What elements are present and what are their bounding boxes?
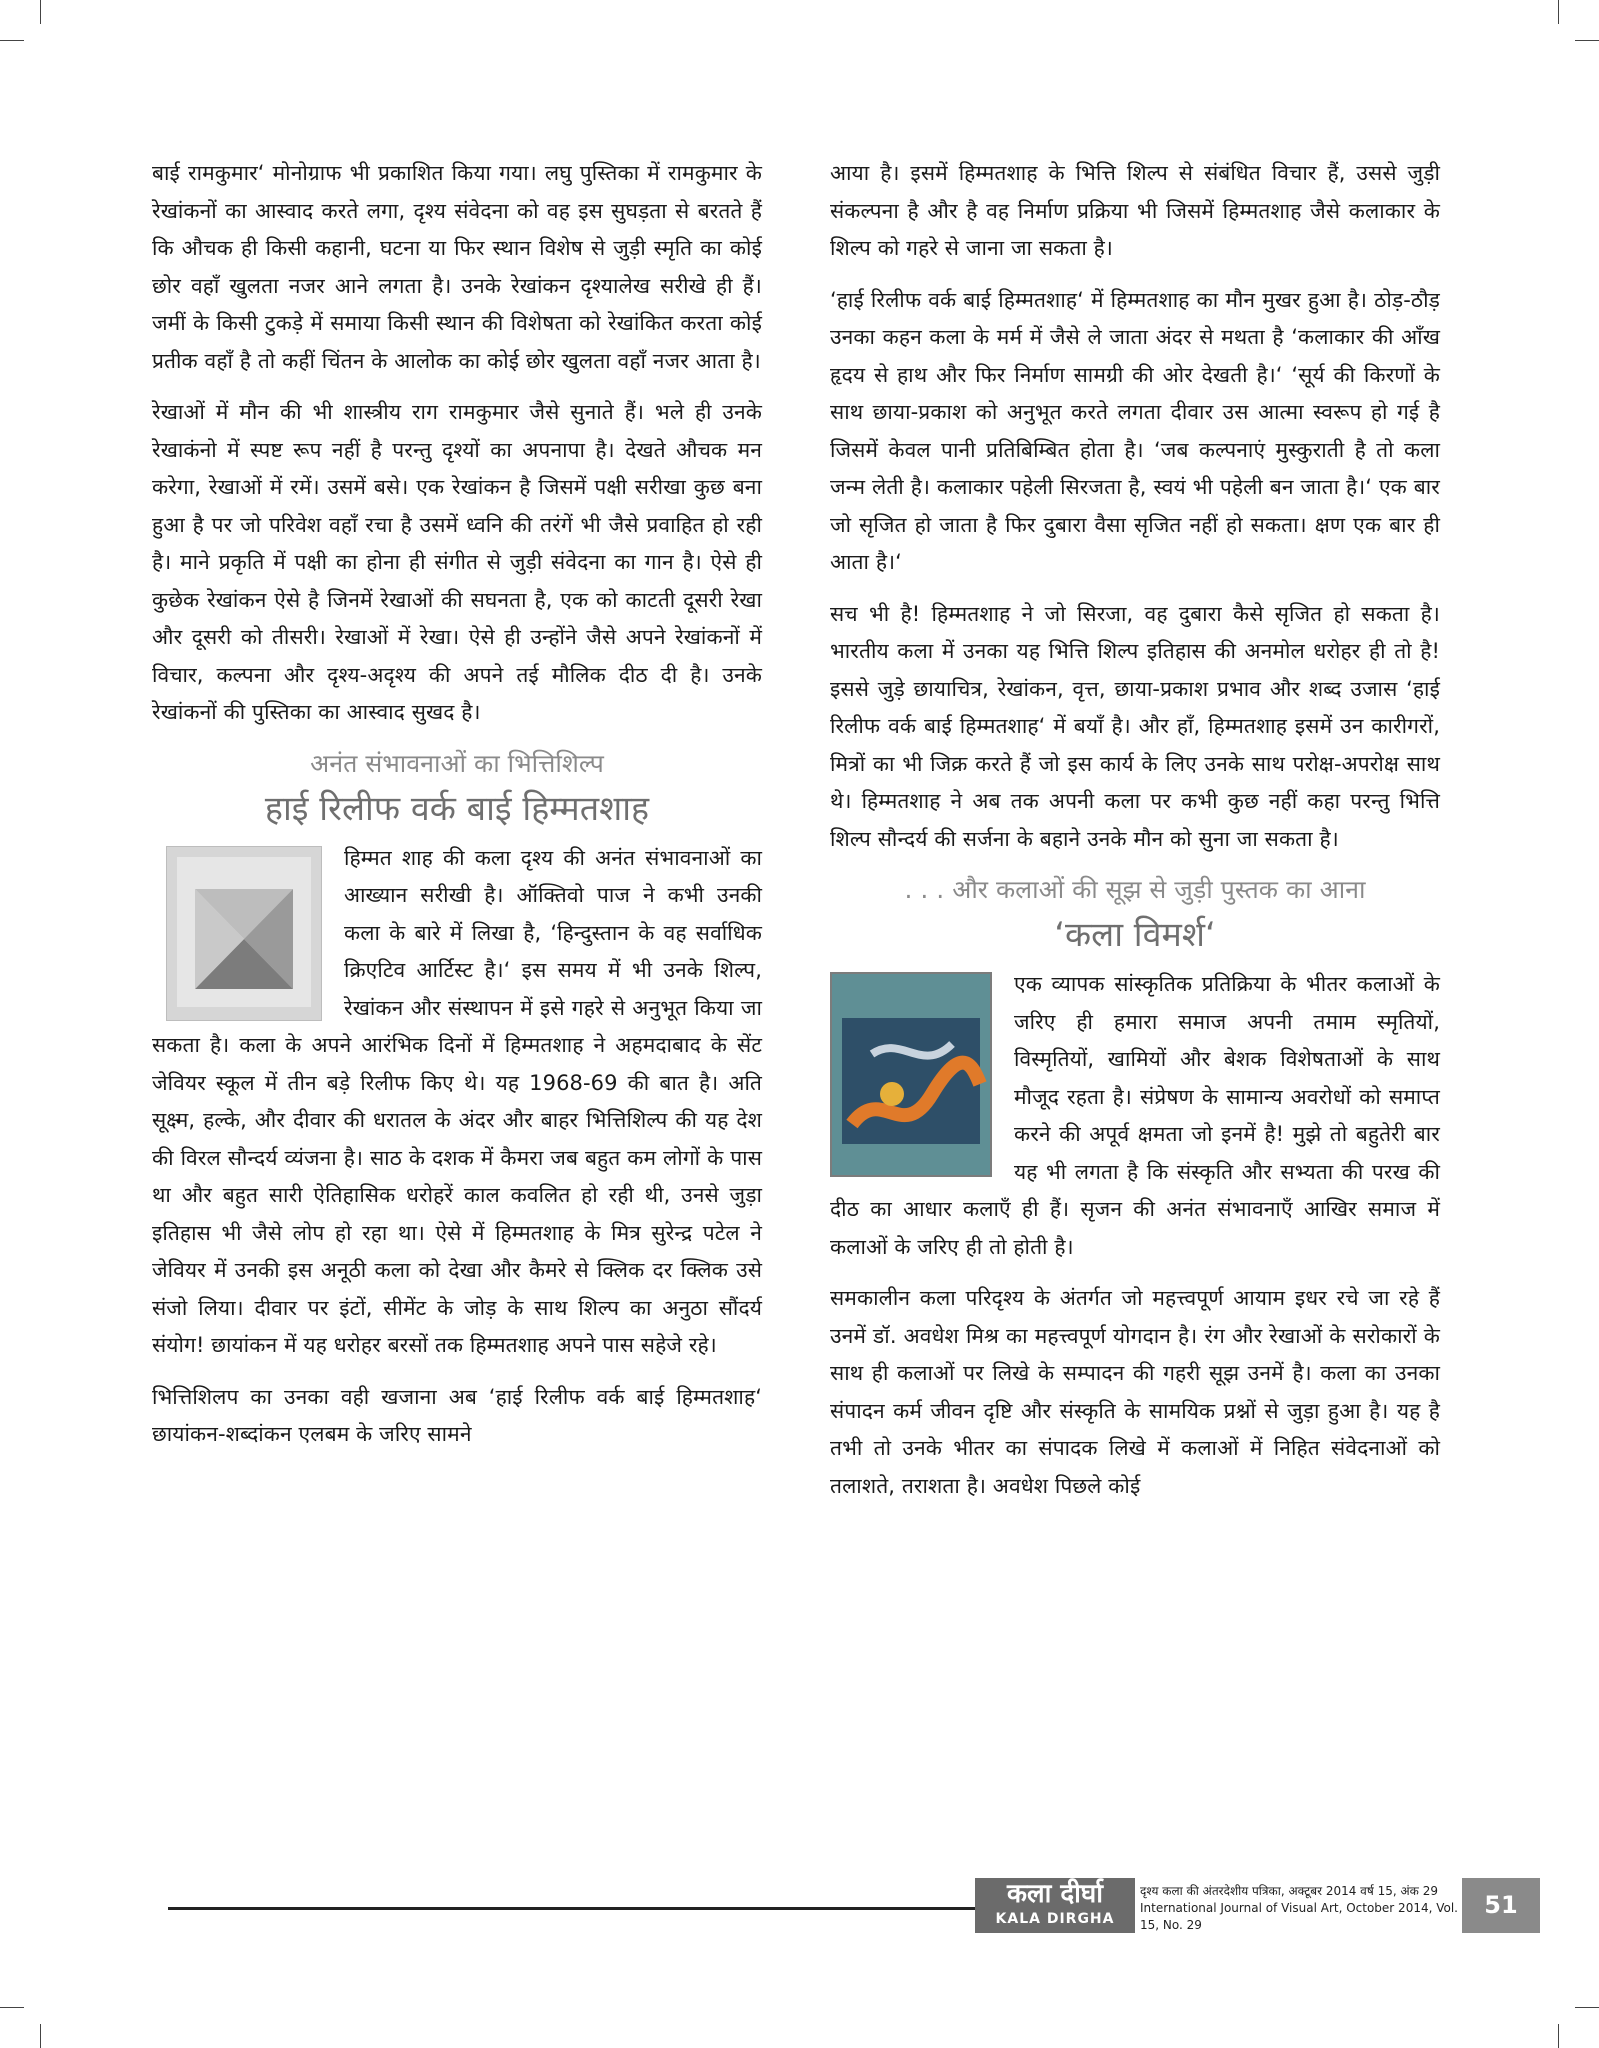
body-paragraph: भित्तिशिलप का उनका वही खजाना अब ‘हाई रिलीफ वर्क बाई हिम्मतशाह‘ छायांकन-शब्दांकन एलबम के जरिए सामने — [152, 1384, 762, 1446]
logo-hindi-text: कला दीर्घा — [1006, 1879, 1104, 1909]
relief-photo — [166, 846, 322, 1021]
body-paragraph: सच भी है! हिम्मतशाह ने जो सिरजा, वह दुबारा कैसे सृजित हो सकता है। भारतीय कला में उनका यह भित्ति शिल्प इतिहास की अनमोल धरोहर ही तो है! इससे जुड़े छायाचित्र, रेखांकन, वृत्त, छाया-प्रकाश प्रभाव और शब्द उजास ‘हाई रिलीफ वर्क बाई हिम्मतशाह‘ में बयाँ है। और हाँ, हिम्मतशाह इसमें उन कारीगरों, मित्रों का भी जिक्र करते हैं जो इस कार्य के लिए उनके साथ परोक्ष-अपरोक्ष साथ थे। हिम्मतशाह ने अब तक अपनी कला पर कभी कुछ नहीं कहा परन्तु भित्ति शिल्प सौन्दर्य की सर्जना के बहाने उनके मौन को सुना जा सकता है। — [830, 601, 1440, 851]
logo-english-text: KALA DIRGHA — [995, 1911, 1115, 1927]
relief-book-cover-image — [166, 846, 322, 1021]
crop-mark — [1558, 2024, 1559, 2048]
body-paragraph: समकालीन कला परिदृश्य के अंतर्गत जो महत्त्वपूर्ण आयाम इधर रचे जा रहे हैं उनमें डॉ. अवधेश मिश्र का महत्त्वपूर्ण योगदान है। रंग और रेखाओं के सरोकारों के साथ ही कलाओं पर लिखे के सम्पादन की गहरी सूझ उनमें है। कला का उनका संपादन कर्म जीवन दृष्टि और संस्कृति के सामयिक प्रश्नों से जुड़ा हुआ है। यह है तभी तो उनके भीतर का संपादक लिखे में कलाओं में निहित संवेदनाओं को तलाशते, तराशता है। अवधेश पिछले कोई — [830, 1286, 1440, 1498]
crop-mark — [40, 0, 41, 24]
body-paragraph: बाई रामकुमार‘ मोनोग्राफ भी प्रकाशित किया गया। लघु पुस्तिका में रामकुमार के रेखांकनों का आस्वाद करते लगा, दृश्य संवेदना को वह इस सुघड़ता से बरतते हैं कि औचक ही किसी कहानी, घटना या फिर स्थान विशेष से जुड़ी स्मृति का कोई छोर वहाँ खुलता नजर आने लगता है। उनके रेखांकन दृश्यालेख सरीखे ही हैं। जमीं के किसी टुकड़े में समाया किसी स्थान की विशेषता को रेखांकित करता कोई प्रतीक वहाँ है तो कहीं चिंतन के आलोक का कोई छोर खुलता वहाँ नजर आता है। — [152, 161, 762, 373]
book-cover-art-icon — [832, 974, 990, 1175]
journal-hindi: दृश्य कला की अंतरदेशीय पत्रिका, अक्टूबर 2014 वर्ष 15, अंक 29 — [1140, 1884, 1438, 1898]
crop-mark — [40, 2024, 41, 2048]
relief-pyramid-icon — [167, 847, 321, 1020]
crop-mark — [1575, 2007, 1599, 2008]
body-paragraph: रेखाओं में मौन की भी शास्त्रीय राग रामकुमार जैसे सुनाते हैं। भले ही उनके रेखाकंनो में स्पष्ट रूप नहीं है परन्तु दृश्यों का अपनापा है। देखते औचक मन करेगा, रेखाओं में रमें। उसमें बसे। एक रेखांकन है जिसमें पक्षी सरीखा कुछ बना हुआ है पर जो परिवेश वहाँ रचा है उसमें ध्वनि की तरंगें भी जैसे प्रवाहित हो रही है। माने प्रकृति में पक्षी का होना ही संगीत से जुड़ी संवेदना का गान है। ऐसे ही कुछेक रेखांकन ऐसे है जिनमें रेखाओं की सघनता है, एक को काटती दूसरी रेखा और दूसरी को तीसरी। रेखाओं में रेखा। ऐसे ही उन्होंने जैसे अपने रेखांकनों में विचार, कल्पना और दृश्य-अदृश्य की अपने तई मौलिक दीठ दी है। उनके रेखांकनों की पुस्तिका का आस्वाद सुखद है। — [152, 400, 762, 724]
section-heading: ‘कला विमर्श‘ — [1054, 915, 1216, 955]
kala-dirgha-logo — [975, 1878, 1135, 1933]
crop-mark — [1575, 40, 1599, 41]
body-paragraph-with-image: हिम्मत शाह की कला दृश्य की अनंत संभावनाओं का आख्यान सरीखी है। ऑक्तिवो पाज ने कभी उनकी कला के बारे में लिखा है, ‘हिन्दुस्तान के वह सर्वाधिक क्रिएटिव आर्टिस्ट है।‘ इस समय में भी उनके शिल्प, रेखांकन और संस्थापन में इसे गहरे से अनुभूत किया जा सकता है। कला के अपने आरंभिक दिनों में हिम्मतशाह ने अहमदाबाद के सेंट जेवियर स्कूल में तीन बड़े रिलीफ किए थे। यह 1968-69 की बात है। अति सूक्ष्म, हल्के, और दीवार की धरातल के अंदर और बाहर भित्तिशिल्प की यह देश की विरल सौन्दर्य व्यंजना है। साठ के दशक में कैमरा जब बहुत कम लोगों के पास था और बहुत सारी ऐतिहासिक धरोहरें काल कवलित हो रही थी, उनसे जुड़ा इतिहास भी जैसे लोप हो रहा था। ऐसे में हिम्मतशाह के मित्र सुरेन्द्र पटेल ने जेवियर में उनकी इस अनूठी कला को देखा और कैमरे से क्लिक दर क्लिक उसे संजो लिया। दीवार पर इंटों, सीमेंट के जोड़ के साथ शिल्प का अनुठा सौंदर्य संयोग! छायांकन में यह धरोहर बरसों तक हिम्मतशाह अपने पास सहेजे रहे। — [152, 845, 762, 1357]
book-cover — [830, 972, 992, 1177]
crop-mark — [0, 2007, 24, 2008]
section-subheading: . . . और कलाओं की सूझ से जुड़ी पुस्तक का आना — [904, 875, 1366, 904]
section-heading: हाई रिलीफ वर्क बाई हिम्मतशाह — [264, 788, 650, 829]
body-paragraph: आया है। इसमें हिम्मतशाह के भित्ति शिल्प से संबंधित विचार हैं, उससे जुड़ी संकल्पना है और है वह निर्माण प्रक्रिया भी जिसमें हिम्मतशाह जैसे कलाकार के शिल्प को गहरे से जाना जा सकता है। — [830, 161, 1440, 260]
right-column — [830, 155, 1440, 1519]
body-paragraph-with-image: एक व्यापक सांस्कृतिक प्रतिक्रिया के भीतर कलाओं के जरिए ही हमारा समाज अपनी तमाम स्मृतियों, विस्मृतियों, खामियों और बेशक विशेषताओं के साथ मौजूद रहता है। संप्रेषण के सामान्य अवरोधों को समाप्त करने की अपूर्व क्षमता जो इनमें है! मुझे तो बहुतेरी बार यह भी लगता है कि संस्कृति और सभ्यता की परख की दीठ का आधार कलाएँ ही हैं। सृजन की अनंत संभावनाएँ आखिर समाज में कलाओं के जरिए ही तो होती है। — [830, 972, 1440, 1259]
page-number: 51 — [1462, 1878, 1540, 1933]
crop-mark — [0, 40, 24, 41]
left-column — [152, 155, 762, 1468]
section-subheading: अनंत संभावनाओं का भित्तिशिल्प — [310, 748, 604, 778]
journal-english: International Journal of Visual Art, October 2014, Vol. 15, No. 29 — [1140, 1901, 1458, 1932]
kala-vimarsh-book-cover-image — [830, 972, 992, 1177]
body-paragraph: ‘हाई रिलीफ वर्क बाई हिम्मतशाह‘ में हिम्मतशाह का मौन मुखर हुआ है। ठोड़-ठौड़ उनका कहन कला के मर्म में जैसे ले जाता अंदर से मथता है ‘कलाकार की आँख हृदय से हाथ और फिर निर्माण सामग्री की ओर देखती है।‘ ‘सूर्य की किरणों के साथ छाया-प्रकाश को अनुभूत करते लगता दीवार उस आत्मा स्वरूप हो गई है जिसमें केवल पानी प्रतिबिम्बित होता है। ‘जब कल्पनाएं मुस्कुराती है तो कला जन्म लेती है। कलाकार पहेली सिरजता है, स्वयं भी पहेली बन जाता है।‘ एक बार जो सृजित हो जाता है फिर दुबारा वैसा सृजित नहीं हो सकता। क्षण एक बार ही आता है।‘ — [830, 287, 1440, 574]
journal-info — [1140, 1883, 1460, 1934]
footer-rule — [168, 1907, 976, 1910]
crop-mark — [1558, 0, 1559, 24]
